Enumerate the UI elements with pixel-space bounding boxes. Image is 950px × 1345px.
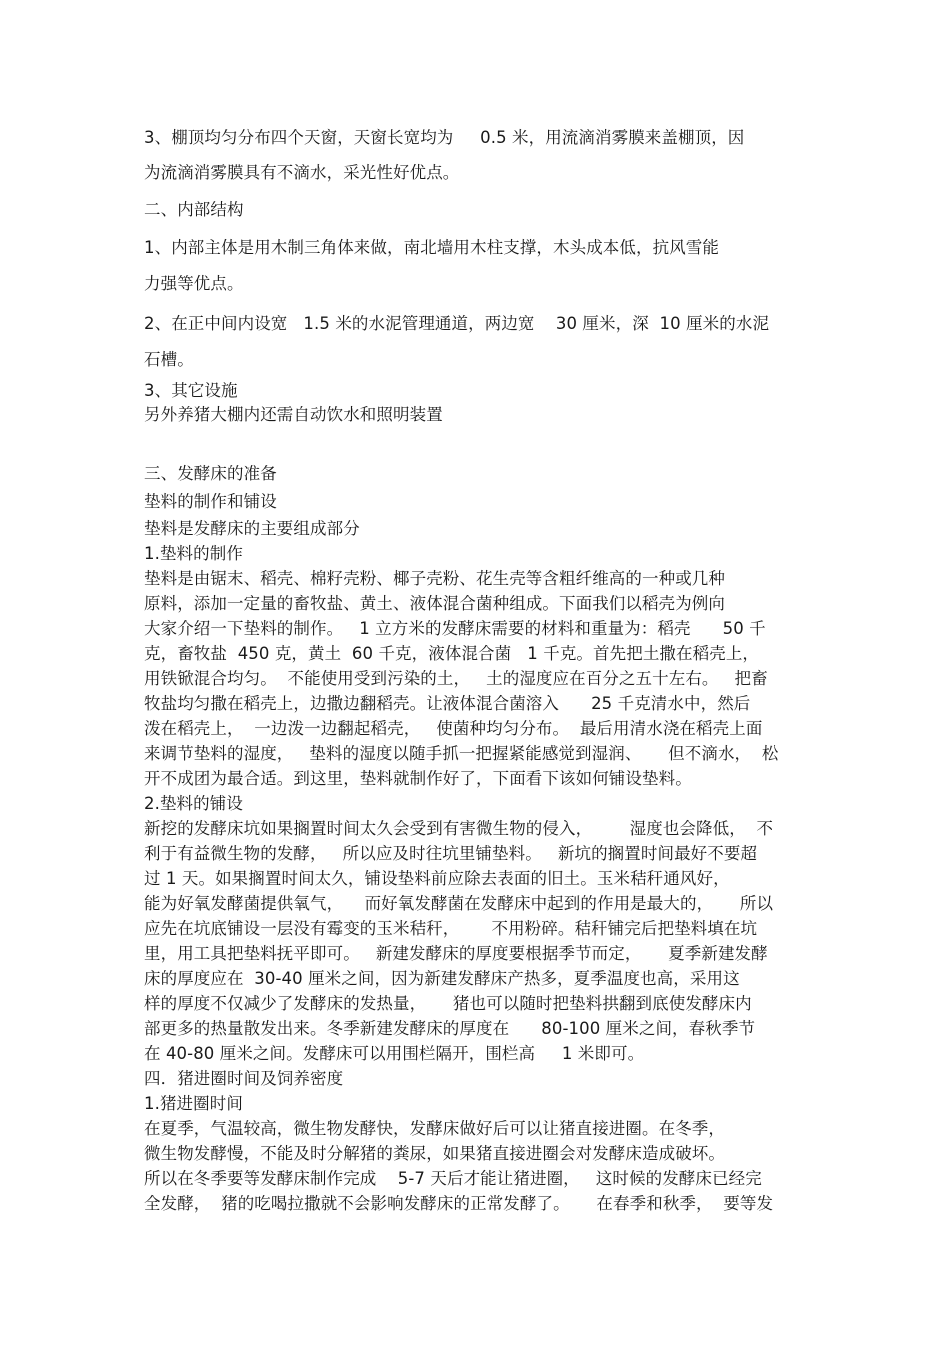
text-line: 里，用工具把垫料抚平即可。 新建发酵床的厚度要根据季节而定， 夏季新建发酵 xyxy=(144,944,768,963)
text-line: 利于有益微生物的发酵， 所以应及时往坑里铺垫料。 新坑的搁置时间最好不要超 xyxy=(144,844,758,863)
text-line: 能为好氧发酵菌提供氧气， 而好氧发酵菌在发酵床中起到的作用是最大的， 所以 xyxy=(144,894,774,913)
subsection-heading: 3、其它设施 xyxy=(144,381,238,400)
text-line: 为流滴消雾膜具有不滴水，采光性好优点。 xyxy=(144,163,460,182)
text-line: 垫料是发酵床的主要组成部分 xyxy=(144,519,360,538)
text-line: 克，畜牧盐 450 克，黄土 60 千克，液体混合菌 1 千克。首先把土撒在稻壳上， xyxy=(144,644,760,663)
subsection-heading: 垫料的制作和铺设 xyxy=(144,492,277,511)
text-line: 所以在冬季要等发酵床制作完成 5-7 天后才能让猪进圈， 这时候的发酵床已经完 xyxy=(144,1169,762,1188)
text-line: 1、内部主体是用木制三角体来做，南北墙用木柱支撑，木头成本低，抗风雪能 xyxy=(144,238,719,257)
text-line: 部更多的热量散发出来。冬季新建发酵床的厚度在 80-100 厘米之间，春秋季节 xyxy=(144,1019,756,1038)
text-line: 石槽。 xyxy=(144,350,194,369)
text-line: 3、棚顶均匀分布四个天窗，天窗长宽均为 0.5 米，用流滴消雾膜来盖棚顶，因 xyxy=(144,128,745,147)
section-heading: 三、发酵床的准备 xyxy=(144,464,277,483)
text-line: 新挖的发酵床坑如果搁置时间太久会受到有害微生物的侵入， 湿度也会降低， 不 xyxy=(144,819,774,838)
text-line: 力强等优点。 xyxy=(144,274,244,293)
text-line: 另外养猪大棚内还需自动饮水和照明装置 xyxy=(144,405,443,424)
subsection-heading: 2.垫料的铺设 xyxy=(144,794,243,813)
text-line: 床的厚度应在 30-40 厘米之间，因为新建发酵床产热多，夏季温度也高，采用这 xyxy=(144,969,740,988)
text-line: 在 40-80 厘米之间。发酵床可以用围栏隔开，围栏高 1 米即可。 xyxy=(144,1044,645,1063)
subsection-heading: 1.猪进圈时间 xyxy=(144,1094,243,1113)
text-line: 2、在正中间内设宽 1.5 米的水泥管理通道，两边宽 30 厘米，深 10 厘米的水泥 xyxy=(144,314,770,333)
text-line: 原料，添加一定量的畜牧盐、黄土、液体混合菌种组成。下面我们以稻壳为例向 xyxy=(144,594,725,613)
section-heading: 四．猪进圈时间及饲养密度 xyxy=(144,1069,344,1088)
text-line: 应先在坑底铺设一层没有霉变的玉米秸秆， 不用粉碎。秸秆铺完后把垫料填在坑 xyxy=(144,919,758,938)
text-line: 大家介绍一下垫料的制作。 1 立方米的发酵床需要的材料和重量为：稻壳 50 千 xyxy=(144,619,766,638)
text-line: 样的厚度不仅减少了发酵床的发热量， 猪也可以随时把垫料拱翻到底使发酵床内 xyxy=(144,994,752,1013)
section-heading: 二、内部结构 xyxy=(144,200,244,219)
text-line: 泼在稻壳上， 一边泼一边翻起稻壳， 使菌种均匀分布。 最后用清水浇在稻壳上面 xyxy=(144,719,763,738)
text-line: 全发酵， 猪的吃喝拉撒就不会影响发酵床的正常发酵了。 在春季和秋季， 要等发 xyxy=(144,1194,774,1213)
text-line: 用铁锨混合均匀。 不能使用受到污染的土， 土的湿度应在百分之五十左右。 把畜 xyxy=(144,669,768,688)
text-line: 在夏季，气温较高，微生物发酵快，发酵床做好后可以让猪直接进圈。在冬季， xyxy=(144,1119,725,1138)
subsection-heading: 1.垫料的制作 xyxy=(144,544,243,563)
text-line: 来调节垫料的湿度， 垫料的湿度以随手抓一把握紧能感觉到湿润、 但不滴水， 松 xyxy=(144,744,779,763)
text-line: 垫料是由锯末、稻壳、棉籽壳粉、椰子壳粉、花生壳等含粗纤维高的一种或几种 xyxy=(144,569,725,588)
text-line: 微生物发酵慢，不能及时分解猪的粪尿，如果猪直接进圈会对发酵床造成破坏。 xyxy=(144,1144,725,1163)
text-line: 开不成团为最合适。到这里，垫料就制作好了，下面看下该如何铺设垫料。 xyxy=(144,769,692,788)
text-line: 牧盐均匀撒在稻壳上，边撒边翻稻壳。让液体混合菌溶入 25 千克清水中，然后 xyxy=(144,694,751,713)
text-line: 过 1 天。如果搁置时间太久，铺设垫料前应除去表面的旧土。玉米秸秆通风好， xyxy=(144,869,730,888)
